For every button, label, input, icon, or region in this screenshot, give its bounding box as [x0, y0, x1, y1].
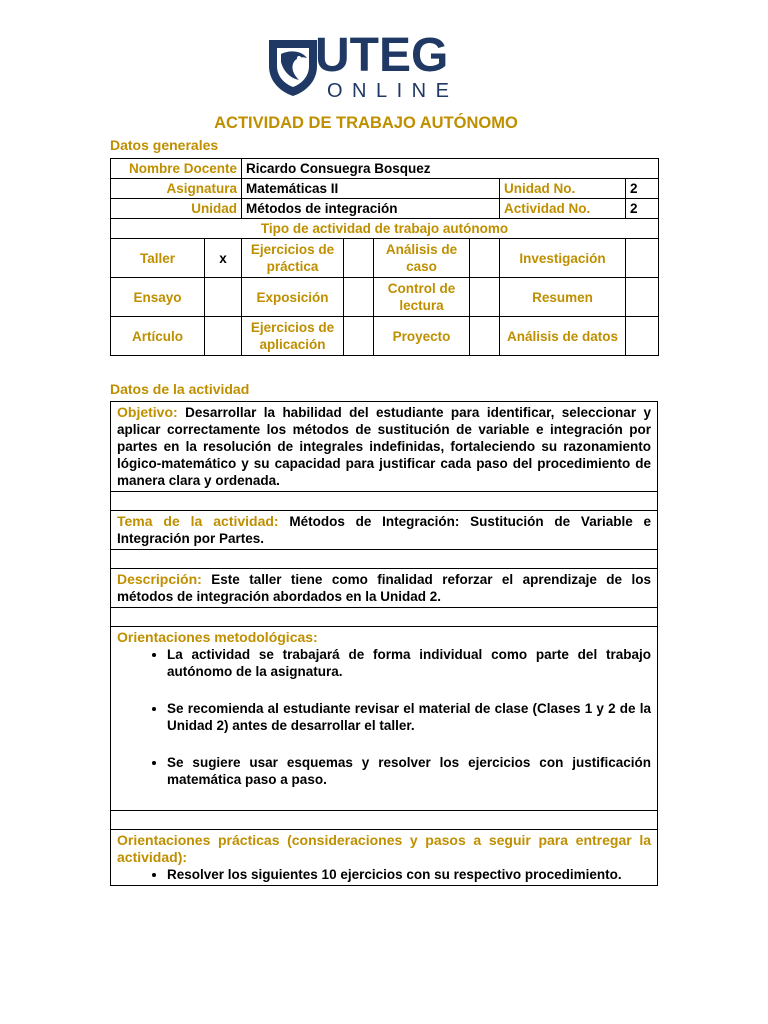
spacer-row	[111, 550, 658, 569]
type-taller-mark: x	[205, 239, 242, 278]
shield-eagle-icon	[265, 36, 321, 98]
type-exposicion-label: Exposición	[242, 278, 344, 317]
type-articulo-mark	[205, 317, 242, 356]
type-proyecto-label: Proyecto	[374, 317, 470, 356]
unidad-value: Métodos de integración	[242, 199, 500, 219]
tema-cell	[111, 511, 658, 550]
metodologicas-item: • La actividad se trabajará de forma individual como parte del trabajo autónomo de la asignatura.	[167, 646, 651, 680]
practicas-label: Orientaciones prácticas (consideraciones y pasos a seguir para entregar la actividad):	[117, 832, 651, 865]
asignatura-label: Asignatura	[111, 179, 242, 199]
metodologicas-list	[117, 646, 651, 788]
logo-subtitle: ONLINE	[327, 80, 459, 102]
logo-wordmark: UTEG	[315, 29, 449, 82]
type-resumen-label: Resumen	[500, 278, 626, 317]
spacer-row	[111, 811, 658, 830]
general-data-heading: Datos generales	[110, 137, 219, 153]
type-taller-label: Taller	[111, 239, 205, 278]
uteg-logo	[265, 29, 475, 104]
type-investigacion-label: Investigación	[500, 239, 626, 278]
type-control-lectura-mark	[470, 278, 500, 317]
type-proyecto-mark	[470, 317, 500, 356]
type-ejercicios-aplicacion-mark	[344, 317, 374, 356]
objetivo-label: Objetivo:	[117, 404, 178, 420]
type-ejercicios-practica-label: Ejercicios de práctica	[242, 239, 344, 278]
type-control-lectura-label: Control de lectura	[374, 278, 470, 317]
descripcion-cell	[111, 569, 658, 608]
type-ensayo-mark	[205, 278, 242, 317]
tema-label: Tema de la actividad:	[117, 513, 279, 529]
metodologicas-cell	[111, 627, 658, 811]
type-ensayo-label: Ensayo	[111, 278, 205, 317]
spacer-row	[111, 608, 658, 627]
type-ejercicios-aplicacion-label: Ejercicios de aplicación	[242, 317, 344, 356]
activity-data-table	[110, 401, 658, 886]
metodologicas-label: Orientaciones metodológicas:	[117, 629, 318, 645]
type-resumen-mark	[626, 278, 659, 317]
tema-text: Métodos de Integración: Sustitución de Variable e Integración por Partes.	[117, 514, 651, 546]
type-analisis-datos-mark	[626, 317, 659, 356]
actividad-no-value: 2	[626, 199, 659, 219]
unidad-no-value: 2	[626, 179, 659, 199]
spacer-row	[111, 492, 658, 511]
practicas-list	[117, 866, 651, 883]
activity-data-heading: Datos de la actividad	[110, 381, 250, 397]
metodologicas-item: • Se recomienda al estudiante revisar el material de clase (Clases 1 y 2 de la Unidad 2) antes de desarrollar el taller.	[167, 700, 651, 734]
practicas-item: • Resolver los siguientes 10 ejercicios con su respectivo procedimiento.	[167, 866, 651, 883]
objetivo-cell	[111, 402, 658, 492]
docente-value: Ricardo Consuegra Bosquez	[242, 159, 659, 179]
type-articulo-label: Artículo	[111, 317, 205, 356]
type-ejercicios-practica-mark	[344, 239, 374, 278]
docente-label: Nombre Docente	[111, 159, 242, 179]
type-analisis-caso-label: Análisis de caso	[374, 239, 470, 278]
unidad-label: Unidad	[111, 199, 242, 219]
activity-type-heading: Tipo de actividad de trabajo autónomo	[111, 219, 659, 239]
practicas-cell	[111, 830, 658, 886]
general-data-table	[110, 158, 659, 356]
type-exposicion-mark	[344, 278, 374, 317]
metodologicas-item: • Se sugiere usar esquemas y resolver los ejercicios con justificación matemática paso a paso.	[167, 754, 651, 788]
type-analisis-datos-label: Análisis de datos	[500, 317, 626, 356]
unidad-no-label: Unidad No.	[500, 179, 626, 199]
objetivo-text: Desarrollar la habilidad del estudiante para identificar, seleccionar y aplicar correctamente los métodos de sustitución de variable e integración por partes en la resolución de integrales indefinidas, fortaleciendo su razonamiento lógico-matemático y su capacidad para justificar cada paso del procedimiento de manera clara y ordenada.	[117, 405, 651, 488]
type-investigacion-mark	[626, 239, 659, 278]
asignatura-value: Matemáticas II	[242, 179, 500, 199]
actividad-no-label: Actividad No.	[500, 199, 626, 219]
descripcion-text: Este taller tiene como finalidad reforzar el aprendizaje de los métodos de integración abordados en la Unidad 2.	[117, 572, 651, 604]
document-title: ACTIVIDAD DE TRABAJO AUTÓNOMO	[214, 114, 518, 132]
descripcion-label: Descripción:	[117, 571, 202, 587]
type-analisis-caso-mark	[470, 239, 500, 278]
